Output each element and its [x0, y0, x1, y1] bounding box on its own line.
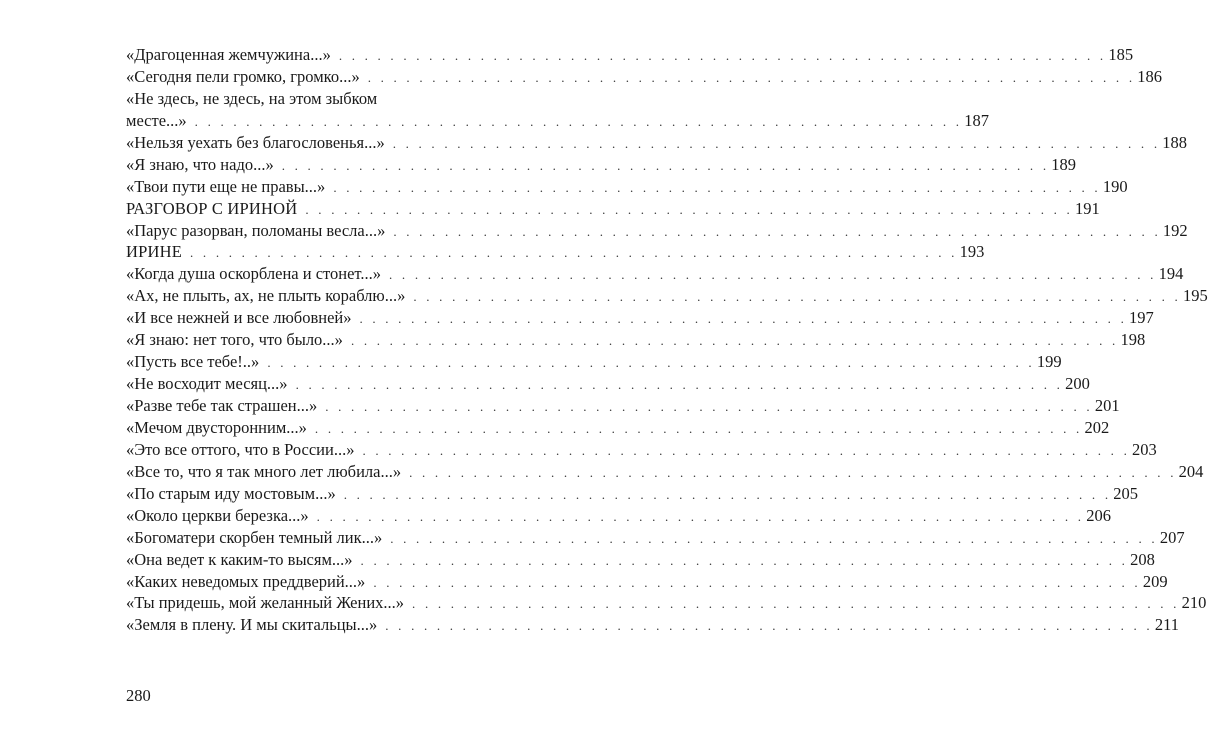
- dot-leader: . . . . . . . . . . . . . . . . . . . . . . . . . . . . . . . . . . . . . . . . . . . . . . . . . . . . . . . . . . . .: [190, 245, 958, 261]
- toc-entry-title: «Я знаю: нет того, что было...»: [126, 330, 343, 350]
- toc-entry-page: 210: [1181, 593, 1207, 613]
- toc-entry-page: 189: [1051, 154, 1077, 174]
- toc-entry-title: «Каких неведомых преддверий...»: [126, 571, 366, 591]
- toc-entry-page: 199: [1036, 352, 1062, 372]
- dot-leader: . . . . . . . . . . . . . . . . . . . . . . . . . . . . . . . . . . . . . . . . . . . . . . . . . . . . . . . . . . . .: [281, 157, 1050, 173]
- toc-entry-title: РАЗГОВОР С ИРИНОЙ: [126, 198, 298, 218]
- toc-entry-page: 187: [964, 110, 989, 130]
- toc-entry-title: «Пусть все тебе!..»: [126, 352, 260, 372]
- toc-entry-page: 204: [1178, 461, 1204, 481]
- toc-entry: [126, 176, 1128, 198]
- dot-leader: . . . . . . . . . . . . . . . . . . . . . . . . . . . . . . . . . . . . . . . . . . . . . . . . . . . . . . . . . . . .: [194, 113, 963, 129]
- dot-leader: . . . . . . . . . . . . . . . . . . . . . . . . . . . . . . . . . . . . . . . . . . . . . . . . . . . . . . . . . . . .: [350, 333, 1119, 349]
- toc-entry-page: 206: [1086, 505, 1111, 525]
- toc-entry-page: 192: [1162, 220, 1188, 240]
- toc-entry-title: «Богоматери скорбен темный лик...»: [126, 527, 383, 547]
- toc-entry-title: «Разве тебе так страшен...»: [126, 396, 318, 415]
- table-of-contents: [126, 44, 1208, 636]
- toc-entry-title: ИРИНЕ: [126, 242, 183, 262]
- dot-leader: . . . . . . . . . . . . . . . . . . . . . . . . . . . . . . . . . . . . . . . . . . . . . . . . . . . . . . . . . . . .: [316, 508, 1085, 524]
- dot-leader: . . . . . . . . . . . . . . . . . . . . . . . . . . . . . . . . . . . . . . . . . . . . . . . . . . . . . . . . . . . .: [413, 289, 1181, 305]
- dot-leader: . . . . . . . . . . . . . . . . . . . . . . . . . . . . . . . . . . . . . . . . . . . . . . . . . . . . . . . . . . . .: [392, 135, 1161, 151]
- toc-entry-page: 209: [1142, 571, 1168, 591]
- dot-leader: . . . . . . . . . . . . . . . . . . . . . . . . . . . . . . . . . . . . . . . . . . . . . . . . . . . . . . . . . . . .: [360, 552, 1129, 568]
- toc-entry-title: «Когда душа оскорблена и стонет...»: [126, 264, 382, 284]
- toc-entry: [126, 483, 1139, 505]
- toc-entry: [126, 395, 1120, 417]
- page-number: 280: [126, 686, 151, 705]
- dot-leader: . . . . . . . . . . . . . . . . . . . . . . . . . . . . . . . . . . . . . . . . . . . . . . . . . . . . . . . . . . . .: [409, 464, 1177, 480]
- toc-entry: [126, 241, 985, 263]
- dot-leader: . . . . . . . . . . . . . . . . . . . . . . . . . . . . . . . . . . . . . . . . . . . . . . . . . . . . . . . . . . . .: [267, 355, 1035, 371]
- dot-leader: . . . . . . . . . . . . . . . . . . . . . . . . . . . . . . . . . . . . . . . . . . . . . . . . . . . . . . . . . . . .: [367, 69, 1136, 85]
- toc-entry-page: 190: [1102, 176, 1128, 196]
- dot-leader: . . . . . . . . . . . . . . . . . . . . . . . . . . . . . . . . . . . . . . . . . . . . . . . . . . . . . . . . . . . .: [295, 377, 1064, 393]
- toc-entry-page: 208: [1130, 549, 1155, 569]
- toc-entry-title: «Около церкви березка...»: [126, 505, 309, 525]
- toc-entry-page: 203: [1132, 439, 1157, 459]
- toc-entry-page: 194: [1158, 264, 1184, 284]
- toc-entry: [126, 614, 1179, 636]
- toc-entry-page: 198: [1120, 330, 1146, 350]
- toc-entry: [126, 571, 1168, 593]
- toc-entry-page: 205: [1113, 483, 1139, 503]
- toc-entry: [126, 373, 1090, 395]
- toc-entry-title: «Парус разорван, поломаны весла...»: [126, 220, 386, 240]
- toc-entry: [126, 154, 1077, 176]
- dot-leader: . . . . . . . . . . . . . . . . . . . . . . . . . . . . . . . . . . . . . . . . . . . . . . . . . . . . . . . . . . . .: [390, 530, 1158, 546]
- dot-leader: . . . . . . . . . . . . . . . . . . . . . . . . . . . . . . . . . . . . . . . . . . . . . . . . . . . . . . . . . . . .: [325, 399, 1093, 414]
- toc-entry-page: 197: [1129, 308, 1154, 328]
- toc-entry-title: «Я знаю, что надо...»: [126, 154, 274, 174]
- toc-entry-title: «Сегодня пели громко, громко...»: [126, 66, 360, 86]
- toc-entry-title: «Нельзя уехать без благословенья...»: [126, 132, 385, 152]
- dot-leader: . . . . . . . . . . . . . . . . . . . . . . . . . . . . . . . . . . . . . . . . . . . . . . . . . . . . . . . . . . . .: [305, 201, 1073, 217]
- toc-entry-page: 188: [1162, 132, 1188, 152]
- toc-entry-page: 200: [1065, 374, 1090, 394]
- toc-entry-page: 191: [1074, 198, 1100, 218]
- toc-entry: [126, 461, 1204, 483]
- dot-leader: . . . . . . . . . . . . . . . . . . . . . . . . . . . . . . . . . . . . . . . . . . . . . . . . . . . . . . . . . . . .: [389, 267, 1157, 283]
- toc-entry: [126, 505, 1111, 527]
- toc-entry-page: 201: [1094, 396, 1120, 415]
- dot-leader: . . . . . . . . . . . . . . . . . . . . . . . . . . . . . . . . . . . . . . . . . . . . . . . . . . . . . . . . . . . .: [412, 596, 1180, 612]
- toc-entry: [126, 198, 1100, 220]
- toc-entry-title: «Твои пути еще не правы...»: [126, 176, 326, 196]
- toc-entry-page: 193: [959, 242, 985, 262]
- toc-entry: [126, 439, 1157, 461]
- toc-entry: [126, 351, 1062, 373]
- toc-entry: [126, 329, 1146, 351]
- toc-entry-title: «Это все оттого, что в России...»: [126, 439, 355, 459]
- dot-leader: . . . . . . . . . . . . . . . . . . . . . . . . . . . . . . . . . . . . . . . . . . . . . . . . . . . . . . . . . . . .: [314, 420, 1083, 436]
- toc-entry: [126, 549, 1155, 571]
- toc-entry-page: 211: [1154, 615, 1179, 635]
- toc-entry-page: 186: [1137, 66, 1163, 86]
- toc-entry-title: «Мечом двусторонним...»: [126, 417, 307, 437]
- toc-entry: [126, 527, 1185, 549]
- dot-leader: . . . . . . . . . . . . . . . . . . . . . . . . . . . . . . . . . . . . . . . . . . . . . . . . . . . . . . . . . . . .: [385, 618, 1153, 634]
- toc-entry-page: 185: [1108, 45, 1134, 64]
- toc-entry-title: «Драгоценная жемчужина...»: [126, 45, 331, 64]
- toc-entry-page: 207: [1159, 527, 1185, 547]
- toc-entry: [126, 88, 989, 132]
- toc-entry: [126, 417, 1110, 439]
- dot-leader: . . . . . . . . . . . . . . . . . . . . . . . . . . . . . . . . . . . . . . . . . . . . . . . . . . . . . . . . . . . .: [393, 223, 1161, 239]
- toc-entry-title: «Земля в плену. И мы скитальцы...»: [126, 615, 378, 635]
- toc-entry-title-line: «Не здесь, не здесь, на этом зыбком: [126, 88, 378, 108]
- dot-leader: . . . . . . . . . . . . . . . . . . . . . . . . . . . . . . . . . . . . . . . . . . . . . . . . . . . . . . . . . . . .: [359, 311, 1128, 327]
- dot-leader: . . . . . . . . . . . . . . . . . . . . . . . . . . . . . . . . . . . . . . . . . . . . . . . . . . . . . . . . . . . .: [338, 48, 1107, 63]
- dot-leader: . . . . . . . . . . . . . . . . . . . . . . . . . . . . . . . . . . . . . . . . . . . . . . . . . . . . . . . . . . . .: [343, 486, 1112, 502]
- toc-entry-title: «Все то, что я так много лет любила...»: [126, 461, 402, 481]
- toc-entry: [126, 132, 1188, 154]
- toc-entry: [126, 285, 1208, 307]
- toc-entry-title: «Не восходит месяц...»: [126, 374, 288, 394]
- toc-entry: [126, 66, 1163, 88]
- toc-entry-title: «Ты придешь, мой желанный Жених...»: [126, 593, 405, 613]
- toc-entry-title: «Ах, не плыть, ах, не плыть кораблю...»: [126, 286, 406, 306]
- toc-entry: [126, 263, 1184, 285]
- dot-leader: . . . . . . . . . . . . . . . . . . . . . . . . . . . . . . . . . . . . . . . . . . . . . . . . . . . . . . . . . . . .: [333, 179, 1101, 195]
- toc-entry: [126, 307, 1154, 329]
- toc-entry: [126, 44, 1134, 66]
- toc-entry: [126, 220, 1188, 242]
- toc-entry-title: «Она ведет к каким-то высям...»: [126, 549, 353, 569]
- dot-leader: . . . . . . . . . . . . . . . . . . . . . . . . . . . . . . . . . . . . . . . . . . . . . . . . . . . . . . . . . . . .: [373, 574, 1141, 590]
- toc-entry: [126, 592, 1207, 614]
- toc-entry-page: 202: [1084, 417, 1110, 437]
- toc-entry-page: 195: [1182, 286, 1208, 306]
- toc-entry-title: «По старым иду мостовым...»: [126, 483, 336, 503]
- dot-leader: . . . . . . . . . . . . . . . . . . . . . . . . . . . . . . . . . . . . . . . . . . . . . . . . . . . . . . . . . . . .: [362, 442, 1131, 458]
- toc-entry-title-line: месте...»: [126, 110, 187, 130]
- toc-entry-title: «И все нежней и все любовней»: [126, 308, 352, 328]
